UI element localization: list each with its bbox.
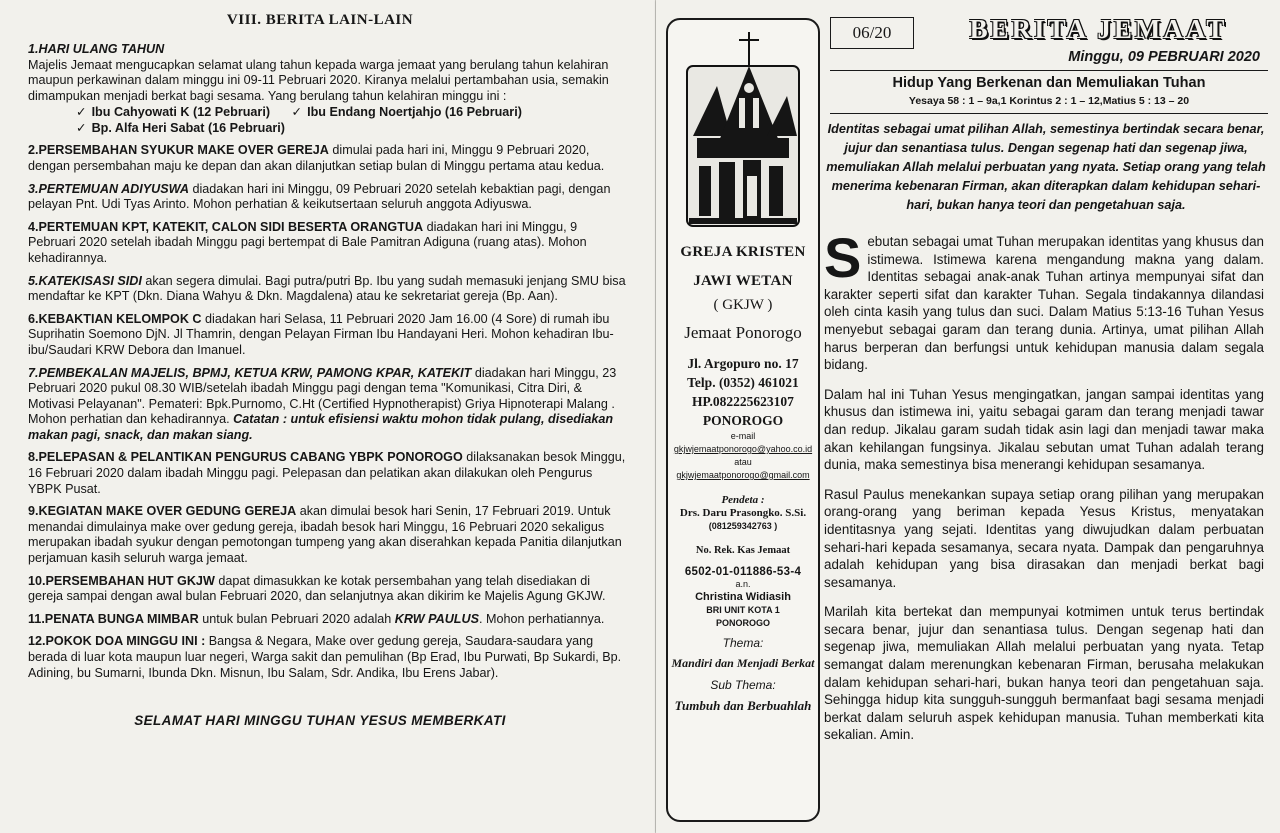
church-info-sidebar: [666, 18, 820, 822]
sermon-topic-box: [830, 70, 1268, 114]
email-link-2[interactable]: gkjwjemaatponorogo@gmail.com: [676, 470, 810, 480]
pastor-name: Drs. Daru Prasongko. S.Si.: [679, 507, 807, 519]
paragraph-3: Rasul Paulus menekankan supaya setiap orang pilihan yang merupakan orang-orang yang beriman kepada Yesus Kristus, menyatakan identitasnya yang sejati. Identitas yang diwujudkan dalam perbuatan sehari-hari kepada sesamanya, secara nyata. Dampak dan pengaruhnya adalah kehidupan yang bisa dirasakan dan menjadi berkat bagi sesamanya.: [824, 486, 1264, 590]
announcement-4: [28, 220, 628, 267]
account-label: No. Rek. Kas Jemaat: [695, 545, 791, 556]
closing-greeting: SELAMAT HARI MINGGU TUHAN YESUS MEMBERKATI: [134, 713, 506, 728]
email-or: atau: [734, 457, 752, 467]
right-page: [656, 0, 1280, 833]
announcement-title: 12.POKOK DOA MINGGU INI :: [28, 634, 206, 649]
birthday-entry: ✓ Ibu Endang Noertjahjo (16 Pebruari): [292, 105, 522, 119]
bank-city: PONOROGO: [715, 618, 770, 628]
sermon-intro: Identitas sebagai umat pilihan Allah, semestinya bertindak secara benar, jujur dan senantiasa tulus. Dengan segenap hati dan segenap jiwa, memuliakan Allah melalui perbuatan yang nyata. Setiap orang yang telah menerima kebenaran Firman, akan diterapkan dalam kehidupan sehari-hari, bukan hanya teori dan pengetahuan saja.: [826, 122, 1266, 212]
announcement-body: diadakan hari ini Minggu, 9 Pebruari 2020 setelah ibadah Minggu pagi bertempat di Bale Pamitran Adiguna (ruang atas). Mohon kehadirannya.: [28, 219, 587, 265]
announcement-title: 11.PENATA BUNGA MIMBAR: [28, 611, 199, 626]
bank-unit: BRI UNIT KOTA 1: [706, 605, 780, 615]
newsletter-masthead: BERITA JEMAAT: [969, 14, 1228, 44]
theme-label: Thema:: [722, 636, 764, 650]
announcement-body: Majelis Jemaat mengucapkan selamat ulang tahun kepada warga jemaat yang berulang tahun kelahiran maupun perkawinan dalam minggu ini 09-11 Pebruari 2020. Kiranya melalui pertambahan usia, semakin dimampukan menjadi berkat bagi sesama. Yang berulang tahun kelahiran minggu ini :: [28, 57, 609, 103]
drop-cap: S: [824, 226, 862, 289]
announcement-body: Bangsa & Negara, Make over gedung gereja, Saudara-saudara yang berada di luar kota maupun luar negeri, Warga sakit dan pemulihan (Bp Erad, Ibu Purwati, Bp Sukardi, Bp. Adining, bu Sumarni, Ibunda Dkn. Misnun, Ibu Salam, Sdr. Andika, Ibu Erens Jabar).: [28, 634, 622, 680]
announcement-body: diadakan hari ini Minggu, 09 Pebruari 2020 setelah kebaktian pagi, dengan pelayan Pnt. Udi Tyas Arinto. Mohon perhatian & keikutsertaan seluruh anggota Adiyuswa.: [28, 181, 611, 212]
announcement-title: 8.PELEPASAN & PELANTIKAN PENGURUS CABANG YBPK PONOROGO: [28, 450, 463, 465]
announcement-title: 7.PEMBEKALAN MAJELIS, BPMJ, KETUA KRW, PAMONG KPAR, KATEKIT: [28, 365, 472, 380]
announcement-title: 10.PERSEMBAHAN HUT GKJW: [28, 573, 215, 588]
announcement-body: akan segera dimulai. Bagi putra/putri Bp. Ibu yang sudah memasuki jenjang SMU bisa mendaftar ke KPT (Dkn. Diana Wahyu & Dkn. Magdalena) atau ke sekretariat gereja (Bp. Aan).: [28, 273, 626, 304]
account-holder: Christina Widiasih: [695, 591, 791, 603]
announcement-body: dapat dimasukkan ke kotak persembahan yang telah disediakan di gereja sampai dengan awal bulan Februari 2020, dan selanjutnya akan dikirim ke Majelis Agung GKJW.: [28, 573, 606, 604]
church-abbreviation: ( GKJW ): [713, 297, 773, 313]
announcement-5: [28, 274, 628, 305]
account-an: a.n.: [735, 579, 751, 589]
announcement-body: diadakan hari Minggu, 23 Pebruari 2020 pukul 08.30 WIB/setelah ibadah Minggu pagi dengan tema "Komunikasi, Citra Diri, & Motivasi Pelayanan". Pemateri: Bpk.Purnomo, C.Ht (Certified Hypnotherapist) Griya Hipnoterapi Malang . Mohon perhatian dan kehadirannya.: [28, 365, 617, 427]
announcement-title: 3.PERTEMUAN ADIYUSWA: [28, 181, 189, 196]
sermon-topic: Hidup Yang Berkenan dan Memuliakan Tuhan: [892, 75, 1206, 91]
announcement-note: Catatan : untuk efisiensi waktu mohon tidak pulang, disediakan makan pagi, snack, dan makan siang.: [28, 412, 614, 442]
scripture-reference: Yesaya 58 : 1 – 9a,1 Korintus 2 : 1 – 12,Matius 5 : 13 – 20: [908, 95, 1190, 107]
announcement-list: [28, 42, 628, 688]
announcement-title: 4.PERTEMUAN KPT, KATEKIT, CALON SIDI BESERTA ORANGTUA: [28, 219, 424, 234]
announcement-8: [28, 450, 628, 497]
section-heading: VIII. BERITA LAIN-LAIN: [226, 12, 414, 28]
announcement-title: 6.KEBAKTIAN KELOMPOK C: [28, 311, 202, 326]
email-link-1[interactable]: gkjwjemaatponorogo@yahoo.co.id: [673, 444, 813, 454]
announcement-2: [28, 143, 628, 174]
pastor-label: Pendeta :: [721, 494, 765, 506]
birthday-row: [76, 104, 628, 120]
congregation-name: Jemaat Ponorogo: [684, 323, 802, 342]
email-label: e-mail: [730, 431, 756, 441]
account-number: 6502-01-011886-53-4: [684, 566, 802, 578]
announcement-body: dilaksanakan besok Minggu, 16 Februari 2020 dalam ibadah Minggu pagi. Pelepasan dan pelatikan akan dilakukan oleh Pengurus YBPK Pusat.: [28, 450, 626, 496]
church-address: [668, 354, 818, 430]
birthday-entry: ✓ Bp. Alfa Heri Sabat (16 Pebruari): [76, 121, 285, 135]
paragraph-4: Marilah kita bertekat dan mempunyai kotmimen untuk terus bertindak secara benar, jujur dan senantiasa tulus. Dengan segenap hati dan segenap jiwa, memuliakan Allah melalui perbuatan yang nyata. Tetap semangat dalam merenungkan kebenaran Firman, berusaha melakukan dalam kehidupan sehari-hari, bukan hanya teori dan pengetahuan saja. Sehingga hidup kita sungguh-sungguh bermanfaat bagi sesama menjadi berkat dalam seluruh aspek kehidupan manusia. Tuhan memberkati kita sekalian. Amin.: [824, 604, 1264, 743]
issue-date: Minggu, 09 PEBRUARI 2020: [1068, 49, 1260, 65]
paragraph-1: [824, 226, 1264, 374]
address-hp: HP.082225623107: [692, 394, 794, 409]
announcement-body: diadakan hari Selasa, 11 Pebruari 2020 Jam 16.00 (4 Sore) di rumah ibu Suprihatin Soemono DjN. Jl Thamrin, dengan Pelayan Firman Ibu Handayani Heri. Mohon kehadiran Ibu-ibu/Saudari KRW Debora dan Imanuel.: [28, 311, 614, 357]
pastor-phone: (081259342763 ): [708, 521, 778, 531]
announcement-title: 1.HARI ULANG TAHUN: [28, 42, 165, 56]
announcement-emphasis: KRW PAULUS: [394, 611, 479, 626]
address-city: PONOROGO: [702, 413, 784, 428]
announcement-6: [28, 312, 628, 359]
announcement-1: [28, 42, 628, 136]
birthday-entry: ✓ Ibu Cahyowati K (12 Pebruari): [76, 105, 270, 119]
announcement-11: [28, 612, 628, 628]
sermon-body: [824, 226, 1264, 756]
subtheme-label: Sub Thema:: [710, 678, 776, 692]
announcement-title: 2.PERSEMBAHAN SYUKUR MAKE OVER GEREJA: [28, 143, 329, 158]
announcement-tail: . Mohon perhatiannya.: [479, 611, 605, 626]
announcement-12: [28, 634, 628, 681]
church-building-icon: [679, 26, 807, 236]
announcement-body: untuk bulan Pebruari 2020 adalah: [202, 611, 392, 626]
paragraph-2: Dalam hal ini Tuhan Yesus mengingatkan, jangan sampai identitas yang khusus dan istimewa ini, yaitu sebagai garam dan terang menjadi tawar dan redup. Jikalau garam sudah tidak asin lagi dan menjadi tawar maka akan kehilangan fungsinya. Jikalau sebutan umat Tuhan adalah terang dunia, maka semestinya bisa menerangi kehidupan sesamanya.: [824, 386, 1264, 473]
announcement-title: 9.KEGIATAN MAKE OVER GEDUNG GEREJA: [28, 504, 297, 519]
announcement-10: [28, 574, 628, 605]
announcement-body: dimulai pada hari ini, Minggu 9 Pebruari 2020, dengan persembahan maju ke depan dan akan dilanjutkan setiap bulan di Minggu pertama atau kedua.: [28, 143, 605, 173]
announcement-body: akan dimulai besok hari Senin, 17 Februari 2019. Untuk menandai dimulainya make over gedung gereja, ibadah besok hari Minggu, 16 Pebruari 2020 sekaligus merupakan ibadah syukur dengan pemotongan tumpeng yang akan diserahkan kepada Panitia dilanjutkan perjamuan kasih seluruh warga jemaat.: [28, 504, 622, 566]
church-name-line1: GREJA KRISTEN: [680, 244, 806, 260]
subtheme-text: Tumbuh dan Berbuahlah: [674, 698, 812, 713]
announcement-3: [28, 182, 628, 213]
announcement-7: [28, 366, 628, 444]
theme-text: Mandiri dan Menjadi Berkat: [671, 656, 815, 670]
birthday-row: [76, 120, 628, 136]
announcement-title: 5.KATEKISASI SIDI: [28, 273, 142, 288]
issue-number: 06/20: [830, 17, 914, 49]
announcement-9: [28, 504, 628, 566]
church-name-line2: JAWI WETAN: [693, 273, 793, 289]
paragraph-text: ebutan sebagai umat Tuhan merupakan identitas yang khusus dan istimewa. Istimewa karena mengandung makna yang dalam. Identitas sebagai anak-anak Tuhan artinya mempunyai sifat dan karakter seperti sifat dan karakter Tuhan. Segala tindakannya dilandasi oleh cinta kasih yang tulus dan suci. Dalam Matius 5:13-16 Tuhan Yesus menyebut sebagai garam dan terang dunia. Artinya, umat pilihan Allah harus berperan dan berfungsi untuk kehidupan manusia dalam segala bidang.: [824, 234, 1264, 373]
address-street: Jl. Argopuro no. 17: [687, 356, 799, 371]
address-phone: Telp. (0352) 461021: [687, 375, 799, 390]
